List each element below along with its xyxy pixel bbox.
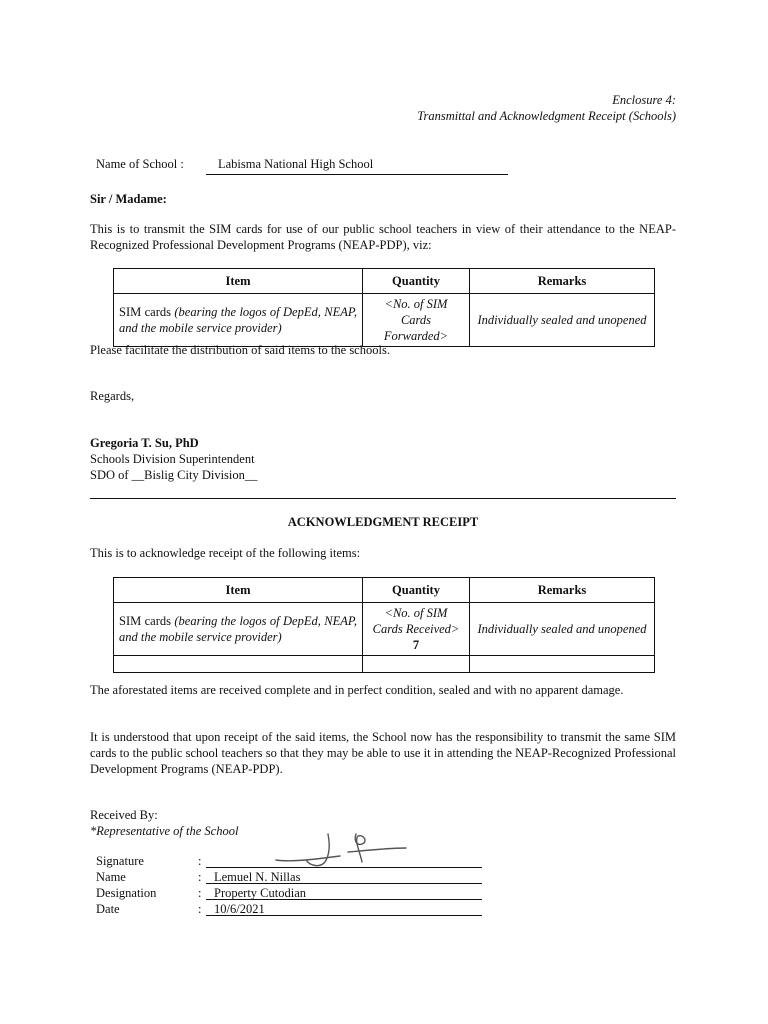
enclosure-title: Transmittal and Acknowledgment Receipt (Schools) (417, 109, 676, 123)
signature-field (96, 853, 488, 869)
item-cell (114, 294, 363, 347)
item-name: SIM cards (119, 305, 175, 319)
designation-field (96, 885, 488, 901)
designation-value: Property Cutodian (206, 885, 482, 900)
acknowledgment-intro: This is to acknowledge receipt of the following items: (90, 546, 361, 560)
signer-name: Gregoria T. Su, PhD (90, 436, 199, 450)
item-description: (bearing the logos of DepEd, NEAP, and the mobile service provider) (119, 305, 357, 335)
date-value: 10/6/2021 (206, 901, 482, 916)
acknowledgment-title: ACKNOWLEDGMENT RECEIPT (287, 515, 479, 529)
name-field (96, 869, 488, 885)
signer-office: SDO of __Bislig City Division__ (90, 468, 258, 482)
designation-label: Designation (96, 886, 157, 900)
table-row (114, 294, 655, 347)
name-value: Lemuel N. Nillas (206, 869, 482, 884)
quantity-cell (363, 603, 470, 656)
quantity-label: <No. of SIM Cards Received> (372, 606, 460, 636)
facilitate-text: Please facilitate the distribution of said items to the schools. (90, 343, 390, 357)
remarks-cell: Individually sealed and unopened (470, 294, 655, 347)
school-name-value: Labisma National High School (206, 156, 508, 175)
understood-text: It is understood that upon receipt of the said items, the School now has the responsibility to transmit the same SIM cards to the public school teachers so that they may be able to use it in attending the NEAP-Recognized Professional Development Programs (NEAP-PDP). (90, 730, 676, 776)
regards-text: Regards, (90, 389, 135, 403)
school-name-label: Name of School : (96, 157, 184, 171)
signature-line (206, 853, 482, 868)
date-field (96, 901, 488, 917)
quantity-cell: <No. of SIM Cards Forwarded> (363, 294, 470, 347)
table-header-row (114, 269, 655, 294)
salutation: Sir / Madame: (90, 192, 167, 206)
enclosure-header (417, 92, 676, 124)
enclosure-number: Enclosure 4: (612, 93, 676, 107)
received-by-label: Received By: (90, 808, 158, 822)
colon: : (198, 902, 202, 916)
colon: : (198, 854, 202, 868)
signer-title: Schools Division Superintendent (90, 452, 255, 466)
transmittal-items-table (113, 268, 655, 347)
empty-cell (470, 656, 655, 673)
header-item: Item (114, 269, 363, 294)
header-item: Item (114, 578, 363, 603)
header-quantity: Quantity (363, 269, 470, 294)
header-remarks: Remarks (470, 269, 655, 294)
header-remarks: Remarks (470, 578, 655, 603)
colon: : (198, 870, 202, 884)
signature-label: Signature (96, 854, 144, 868)
empty-cell (114, 656, 363, 673)
item-cell (114, 603, 363, 656)
aforestated-text: The aforestated items are received complete and in perfect condition, sealed and with no apparent damage. (90, 683, 624, 697)
colon: : (198, 886, 202, 900)
transmittal-intro: This is to transmit the SIM cards for use of our public school teachers in view of their attendance to the NEAP-Recognized Professional Development Programs (NEAP-PDP), viz: (90, 222, 676, 252)
table-row (114, 603, 655, 656)
quantity-value: 7 (412, 638, 420, 652)
item-description: (bearing the logos of DepEd, NEAP, and the mobile service provider) (119, 614, 357, 644)
table-row-empty (114, 656, 655, 673)
table-header-row (114, 578, 655, 603)
section-divider (90, 498, 676, 499)
item-name: SIM cards (119, 614, 175, 628)
acknowledgment-items-table (113, 577, 655, 673)
name-label: Name (96, 870, 126, 884)
date-label: Date (96, 902, 120, 916)
representative-note: *Representative of the School (90, 824, 239, 838)
empty-cell (363, 656, 470, 673)
header-quantity: Quantity (363, 578, 470, 603)
remarks-cell: Individually sealed and unopened (470, 603, 655, 656)
